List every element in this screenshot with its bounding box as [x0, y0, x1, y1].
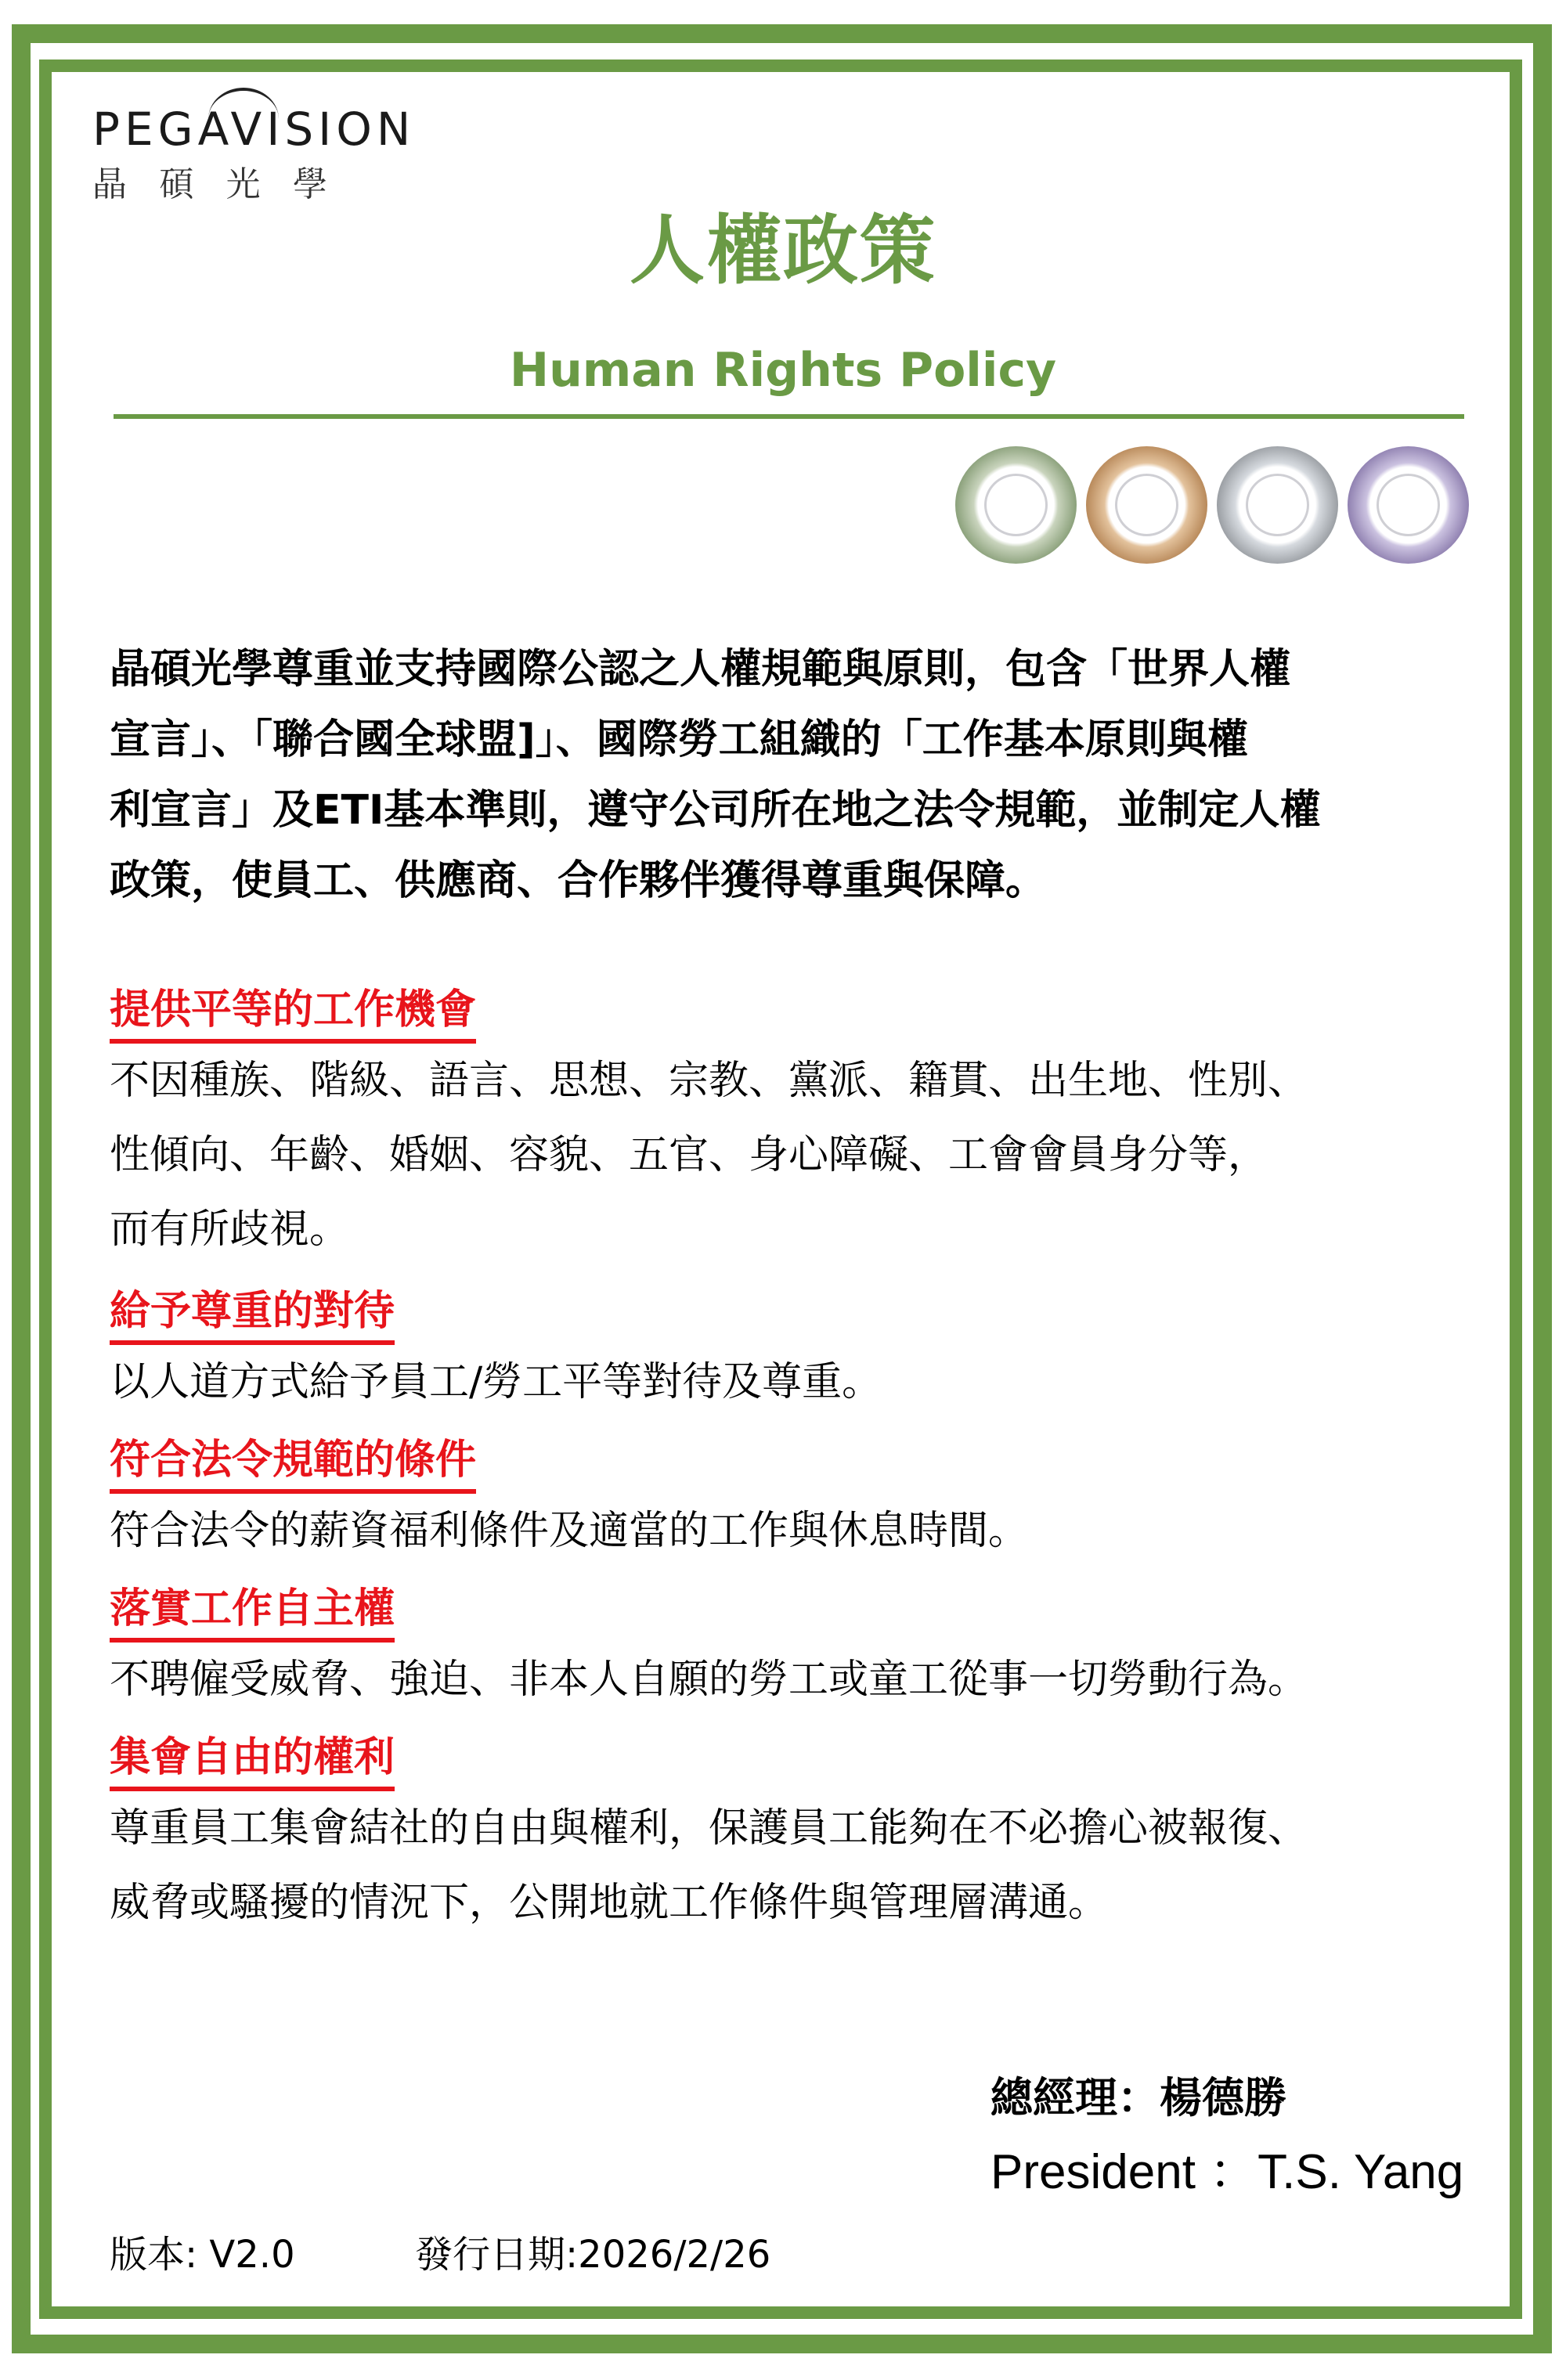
logo-char: 晶 [92, 164, 127, 204]
title-divider [114, 414, 1464, 419]
section-line: 不聘僱受威脅、強迫、非本人自願的勞工或童工從事一切勞動行為。 [110, 1657, 1308, 1703]
section-heading: 符合法令規範的條件 [110, 1433, 476, 1494]
section-line: 而有所歧視。 [110, 1206, 350, 1253]
section-heading: 給予尊重的對待 [110, 1284, 395, 1345]
section-heading: 集會自由的權利 [110, 1730, 395, 1791]
intro-line: 晶碩光學尊重並支持國際公認之人權規範與原則，包含「世界人權 [110, 646, 1291, 693]
brown-lens-icon [1086, 446, 1207, 564]
section-work-autonomy [110, 1581, 1488, 1717]
section-line: 符合法令的薪資福利條件及適當的工作與休息時間。 [110, 1508, 1029, 1554]
intro-paragraph [110, 634, 1472, 916]
logo-char: 碩 [159, 164, 194, 204]
signature-zh: 總經理：楊德勝 [990, 2073, 1286, 2122]
section-respectful-treatment [110, 1284, 1488, 1419]
logo-char: 光 [226, 164, 261, 204]
signature-en: President ：T.S. Yang [990, 2145, 1464, 2199]
section-line: 性傾向、年齡、婚姻、容貌、五官、身心障礙、工會會員身分等， [110, 1132, 1268, 1178]
page-title-zh: 人權政策 [630, 207, 936, 294]
intro-line: 宣言」、「聯合國全球盟]」、國際勞工組織的「工作基本原則與權 [110, 716, 1248, 763]
gray-lens-icon [1217, 446, 1338, 564]
section-legal-conditions [110, 1433, 1488, 1568]
section-line: 以人道方式給予員工/勞工平等對待及尊重。 [110, 1359, 882, 1405]
section-line: 不因種族、階級、語言、思想、宗教、黨派、籍貫、出生地、性別、 [110, 1058, 1308, 1104]
section-heading: 提供平等的工作機會 [110, 983, 476, 1044]
intro-line: 利宣言」及ETI基本準則，遵守公司所在地之法令規範，並制定人權 [110, 787, 1321, 834]
section-heading: 落實工作自主權 [110, 1581, 395, 1643]
logo-brand-en: PEGAVISION [92, 103, 416, 156]
signature-block [990, 2067, 1463, 2216]
violet-lens-icon [1348, 446, 1469, 564]
page-title-en: Human Rights Policy [509, 343, 1057, 398]
section-equal-opportunity [110, 983, 1488, 1267]
logo-char: 學 [292, 164, 327, 204]
contact-lens-images [955, 446, 1469, 564]
section-freedom-of-association [110, 1730, 1488, 1940]
document-footer [110, 2227, 771, 2282]
green-lens-icon [955, 446, 1077, 564]
section-line: 威脅或騷擾的情況下，公開地就工作條件與管理層溝通。 [110, 1880, 1109, 1926]
intro-line: 政策，使員工、供應商、合作夥伴獲得尊重與保障。 [110, 857, 1047, 904]
section-line: 尊重員工集會結社的自由與權利，保護員工能夠在不必擔心被報復、 [110, 1805, 1308, 1852]
version-label: 版本: V2.0 [110, 2233, 295, 2277]
issue-date-label: 發行日期:2026/2/26 [415, 2233, 771, 2277]
logo-brand-zh [92, 164, 327, 204]
